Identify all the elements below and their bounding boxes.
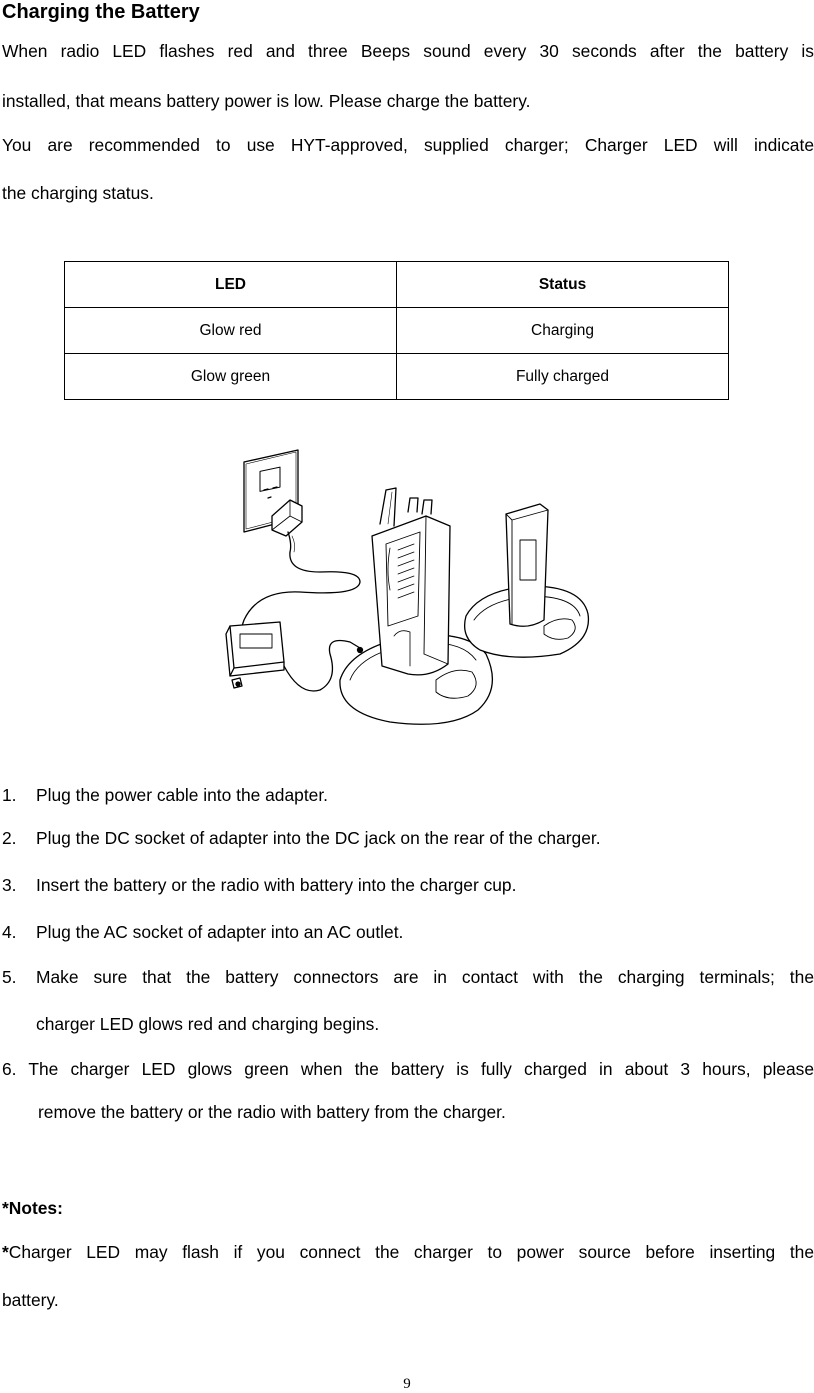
notes-title: *Notes:	[2, 1198, 63, 1218]
step-text: Plug the power cable into the adapter.	[36, 785, 328, 805]
step-number: 3.	[2, 875, 17, 895]
page-number: 9	[403, 1376, 411, 1392]
table-header-led: LED	[65, 262, 397, 308]
led-status-table	[64, 261, 729, 400]
step-text: Plug the DC socket of adapter into the DC jack on the rear of the charger.	[36, 828, 601, 848]
step-6-line-1: 6. The charger LED glows green when the battery is fully charged in about 3 hours, please	[2, 1059, 814, 1079]
step-number: 1.	[2, 785, 17, 805]
ac-cable	[242, 552, 360, 626]
note-text: Charger LED may flash if you connect the charger to power source before inserting the	[8, 1242, 814, 1262]
step-text: Plug the AC socket of adapter into an AC outlet.	[36, 922, 404, 942]
adapter-icon	[226, 622, 284, 688]
list-item	[2, 965, 814, 989]
step-6-line-2: remove the battery or the radio with battery from the charger.	[38, 1102, 506, 1122]
table-header-row	[65, 262, 729, 308]
radio-icon	[372, 488, 450, 675]
table-cell-status: Fully charged	[397, 354, 729, 400]
step-text: charger LED glows red and charging begins.	[36, 1014, 380, 1034]
charger-illustration	[210, 440, 610, 730]
step-number: 4.	[2, 922, 17, 942]
list-item	[2, 783, 814, 807]
intro-line-3: You are recommended to use HYT-approved, supplied charger; Charger LED will indicate	[2, 135, 814, 155]
table-cell-status: Charging	[397, 308, 729, 354]
note-star: *	[2, 1242, 9, 1262]
list-item	[2, 826, 814, 850]
list-item-continuation	[2, 1012, 814, 1036]
step-text: Insert the battery or the radio with battery into the charger cup.	[36, 875, 517, 895]
table-row	[65, 308, 729, 354]
table-cell-led: Glow red	[65, 308, 397, 354]
table-row	[65, 354, 729, 400]
table-header-status: Status	[397, 262, 729, 308]
intro-line-1: When radio LED flashes red and three Beeps sound every 30 seconds after the battery is	[2, 41, 814, 61]
intro-line-2: installed, that means battery power is low. Please charge the battery.	[2, 91, 531, 111]
battery-icon	[506, 504, 548, 626]
table-cell-led: Glow green	[65, 354, 397, 400]
note-line-1	[2, 1240, 814, 1264]
list-item	[2, 920, 814, 944]
step-text: Make sure that the battery connectors are in contact with the charging terminals; the	[36, 967, 814, 987]
step-number: 2.	[2, 828, 17, 848]
note-line-2: battery.	[2, 1290, 59, 1310]
intro-line-4: the charging status.	[2, 183, 154, 203]
section-title: Charging the Battery	[2, 1, 200, 23]
step-number: 5.	[2, 967, 17, 987]
list-item	[2, 873, 814, 897]
